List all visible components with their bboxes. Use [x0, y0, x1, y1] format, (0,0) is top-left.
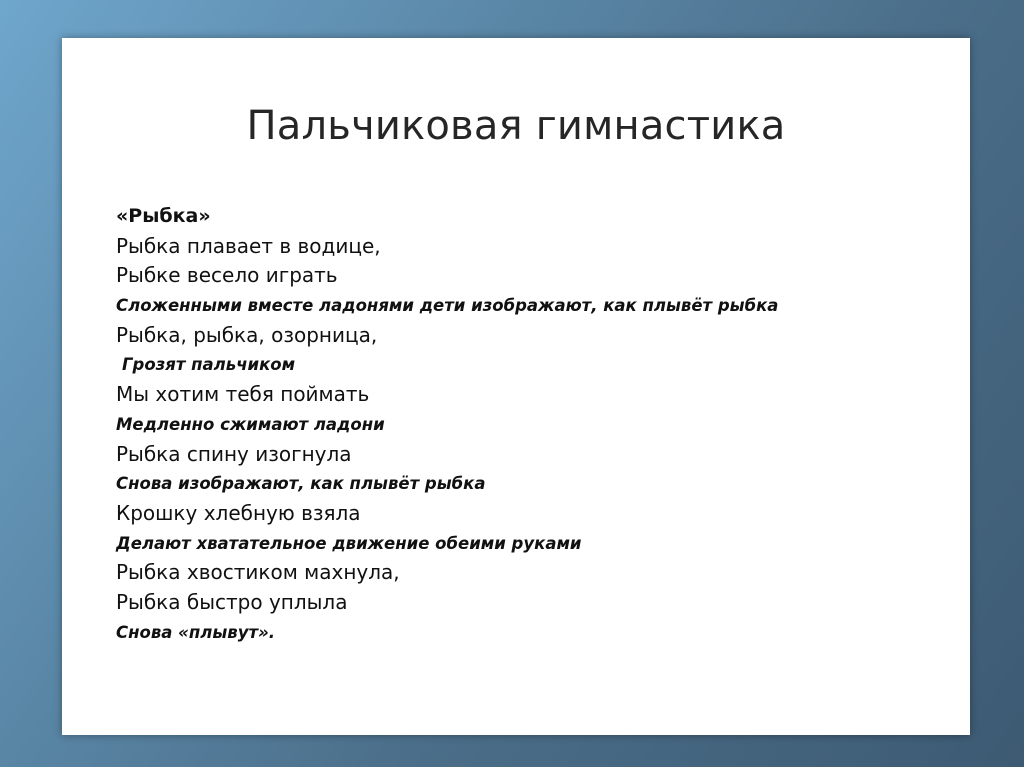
- poem-line: Рыбке весело играть: [116, 263, 338, 288]
- stage-direction: Делают хватательное движение обеими руками: [116, 533, 582, 553]
- poem-line: Рыбка быстро уплыла: [116, 589, 348, 614]
- stage-direction: Снова изображают, как плывёт рыбка: [116, 474, 486, 494]
- poem-line: Рыбка, рыбка, озорница,: [116, 322, 378, 347]
- poem-line: Крошку хлебную взяла: [116, 500, 361, 525]
- poem-line: Рыбка хвостиком махнула,: [116, 560, 400, 585]
- poem-line: Мы хотим тебя поймать: [116, 382, 370, 407]
- stage-direction: Грозят пальчиком: [122, 355, 296, 375]
- stage-direction: Сложенными вместе ладонями дети изображают, как плывёт рыбка: [116, 296, 779, 316]
- poem-heading: «Рыбка»: [116, 205, 211, 227]
- slide-title: Пальчиковая гимнастика: [246, 103, 786, 149]
- stage-direction: Снова «плывут».: [116, 622, 276, 642]
- stage-direction: Медленно сжимают ладони: [116, 414, 385, 434]
- poem-line: Рыбка плавает в водице,: [116, 233, 381, 258]
- poem-line: Рыбка спину изогнула: [116, 441, 352, 466]
- poem-text: [116, 202, 956, 647]
- slide: [62, 38, 970, 735]
